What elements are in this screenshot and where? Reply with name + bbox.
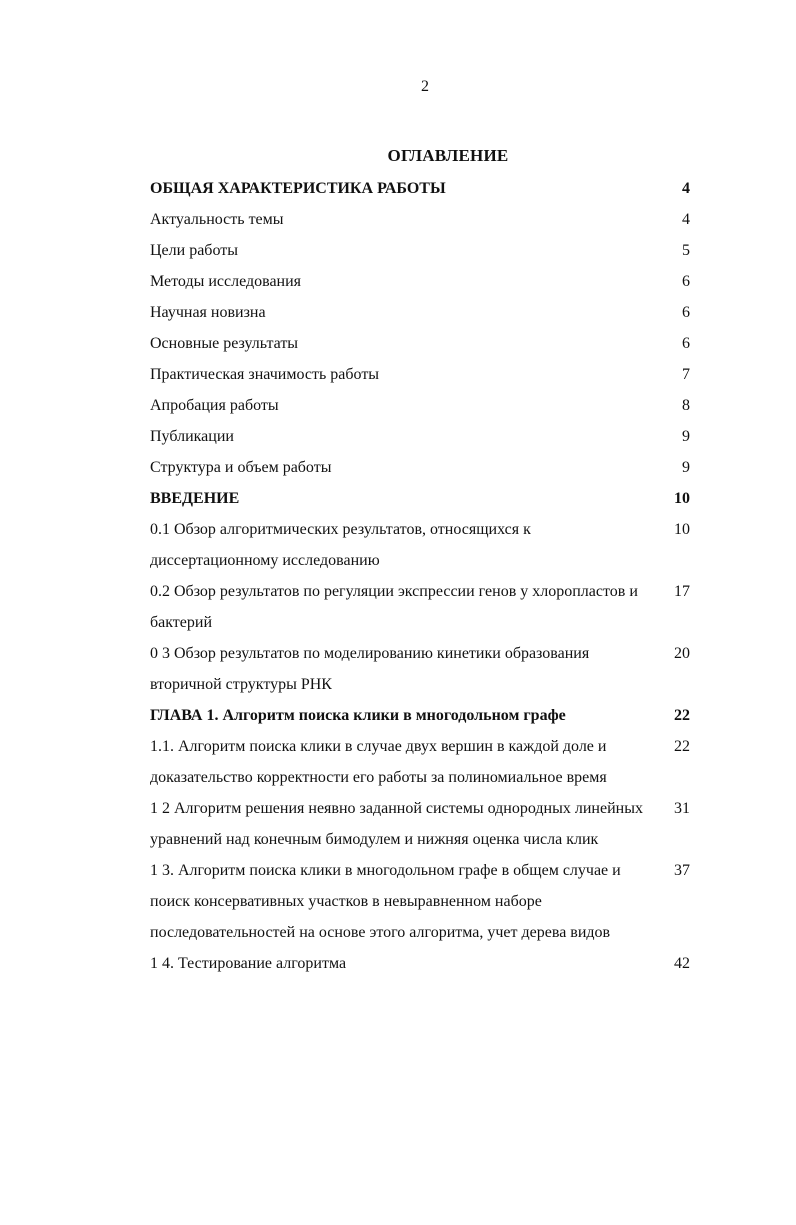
toc-entry-text: ОБЩАЯ ХАРАКТЕРИСТИКА РАБОТЫ bbox=[150, 180, 446, 197]
toc-entry-page: 22 bbox=[674, 738, 690, 755]
toc-entry-publications bbox=[150, 421, 690, 452]
toc-entry-text: 0 3 Обзор результатов по моделированию кинетики образования вторичной структуры РНК bbox=[150, 645, 590, 693]
toc-entry-section-1-4 bbox=[150, 948, 690, 979]
toc-entry-text: Публикации bbox=[150, 428, 234, 445]
toc-entry-page: 9 bbox=[682, 459, 690, 476]
toc-entry-page: 5 bbox=[682, 242, 690, 259]
toc-entry-section-0-1 bbox=[150, 514, 690, 576]
toc-entry-structure bbox=[150, 452, 690, 483]
toc-entry-page: 31 bbox=[674, 800, 690, 817]
page-number: 2 bbox=[421, 78, 429, 95]
toc-entry-goals bbox=[150, 235, 690, 266]
toc-entry-introduction bbox=[150, 483, 690, 514]
toc-entry-page: 17 bbox=[674, 583, 690, 600]
toc-entry-section-0-2 bbox=[150, 576, 690, 638]
toc-entry-text: ВВЕДЕНИЕ bbox=[150, 490, 240, 507]
toc-entry-chapter-1 bbox=[150, 700, 690, 731]
toc-entry-page: 6 bbox=[682, 273, 690, 290]
toc-entry-text: 1 3. Алгоритм поиска клики в многодольном графе в общем случае и поиск консервативных участков в невыравненном наборе последовательностей на основе этого алгоритма, учет дерева видов bbox=[150, 862, 621, 941]
toc-entry-text: 0.1 Обзор алгоритмических результатов, относящихся к диссертационному исследованию bbox=[150, 521, 531, 569]
toc-entry-section-1-2 bbox=[150, 793, 690, 855]
toc-entry-page: 4 bbox=[682, 180, 690, 197]
toc-entry-page: 7 bbox=[682, 366, 690, 383]
toc-entry-text: ГЛАВА 1. Алгоритм поиска клики в многодольном графе bbox=[150, 707, 566, 724]
table-of-contents bbox=[150, 173, 690, 979]
toc-entry-methods bbox=[150, 266, 690, 297]
toc-entry-approbation bbox=[150, 390, 690, 421]
toc-entry-page: 9 bbox=[682, 428, 690, 445]
toc-entry-text: 1.1. Алгоритм поиска клики в случае двух вершин в каждой доле и доказательство корректности его работы за полиномиальное время bbox=[150, 738, 607, 786]
toc-entry-page: 4 bbox=[682, 211, 690, 228]
toc-entry-relevance bbox=[150, 204, 690, 235]
toc-entry-text: Актуальность темы bbox=[150, 211, 284, 228]
toc-entry-page: 42 bbox=[674, 955, 690, 972]
toc-entry-general-characteristics bbox=[150, 173, 690, 204]
toc-entry-page: 6 bbox=[682, 335, 690, 352]
toc-entry-text: Апробация работы bbox=[150, 397, 279, 414]
toc-entry-section-1-3 bbox=[150, 855, 690, 948]
toc-entry-page: 10 bbox=[674, 521, 690, 538]
toc-entry-page: 20 bbox=[674, 645, 690, 662]
toc-entry-text: Цели работы bbox=[150, 242, 238, 259]
toc-entry-text: 0.2 Обзор результатов по регуляции экспрессии генов у хлоропластов и бактерий bbox=[150, 583, 638, 631]
toc-entry-text: Методы исследования bbox=[150, 273, 302, 290]
toc-entry-text: 1 2 Алгоритм решения неявно заданной системы однородных линейных уравнений над конечным бимодулем и нижняя оценка числа клик bbox=[150, 800, 643, 848]
toc-entry-page: 22 bbox=[674, 707, 690, 724]
toc-entry-text: Практическая значимость работы bbox=[150, 366, 380, 383]
toc-entry-page: 37 bbox=[674, 862, 690, 879]
toc-entry-novelty bbox=[150, 297, 690, 328]
toc-entry-section-1-1 bbox=[150, 731, 690, 793]
toc-entry-main-results bbox=[150, 328, 690, 359]
toc-entry-practical-significance bbox=[150, 359, 690, 390]
toc-entry-page: 6 bbox=[682, 304, 690, 321]
toc-entry-text: Структура и объем работы bbox=[150, 459, 332, 476]
toc-entry-text: 1 4. Тестирование алгоритма bbox=[150, 955, 347, 972]
toc-entry-page: 10 bbox=[674, 490, 690, 507]
toc-entry-section-0-3 bbox=[150, 638, 690, 700]
toc-entry-text: Основные результаты bbox=[150, 335, 299, 352]
toc-entry-text: Научная новизна bbox=[150, 304, 266, 321]
toc-title: ОГЛАВЛЕНИЕ bbox=[387, 146, 509, 165]
toc-entry-page: 8 bbox=[682, 397, 690, 414]
